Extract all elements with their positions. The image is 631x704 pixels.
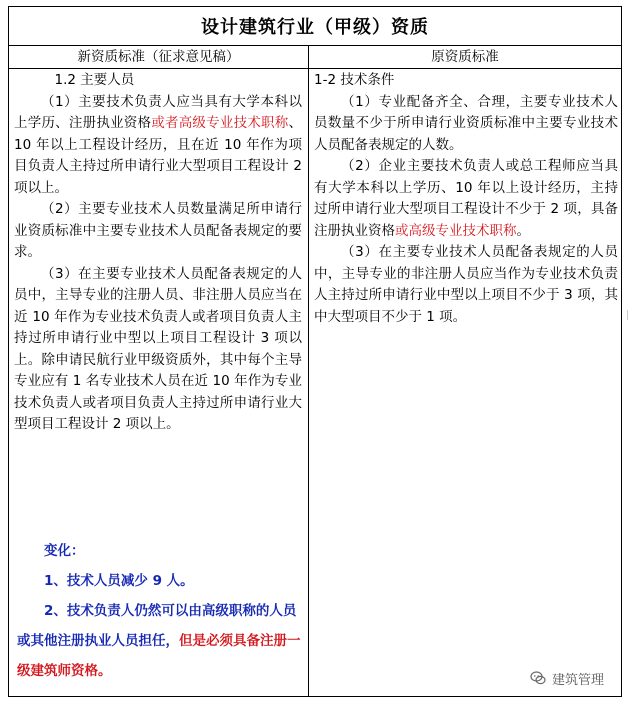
- left-p1-text-a: （1）主要技术负责人应当具有大学本科以上学历、注册执业资格: [14, 93, 302, 131]
- header-divider: [9, 68, 621, 69]
- column-divider: [308, 46, 309, 696]
- comparison-table: [8, 45, 622, 697]
- right-paragraph-3: （3）在主要专业技术人员配备表规定的人员中，主导专业的非注册人员应当作为专业技术负责人主持过所申请行业中型以上项目不少于 3 项，其中大型项目不少于 1 项。: [314, 244, 618, 325]
- left-section-title: 1.2 主要人员: [54, 72, 135, 88]
- header-old-standard: 原资质标准: [431, 49, 499, 65]
- watermark-text: 建筑管理: [552, 672, 605, 688]
- left-p1-highlight: 或者高级专业技术职称: [151, 115, 289, 131]
- change-item-1: 1、技术人员减少 9 人。: [44, 573, 194, 589]
- header-new-standard: 新资质标准（征求意见稿）: [77, 49, 240, 65]
- title-row: [8, 6, 622, 46]
- right-section-title: 1-2 技术条件: [314, 72, 395, 88]
- right-paragraph-1: （1）专业配备齐全、合理，主要专业技术人员数量不少于所申请行业资质标准中主要专业技术人员配备表规定的人数。: [314, 93, 618, 153]
- watermark: [530, 667, 604, 689]
- left-paragraph-2: （2）主要专业技术人员数量满足所申请行业资质标准中主要专业技术人员配备表规定的要求。: [14, 201, 302, 260]
- left-p1-text-b: 、10 年以上工程设计经历，且在近 10 年作为项目负责人主持过所申请行业大型项目工程设计 2 项以上。: [14, 115, 302, 196]
- changes-block: [9, 536, 305, 686]
- left-paragraph-3: （3）在主要专业技术人员配备表规定的人员中，主导专业的注册人员、非注册人员应当在近 10 年作为专业技术负责人或者项目负责人主持过所申请行业中型以上项目工程设计 3 项以上。除申请民航行业甲级资质外，其中每个主导专业应有 1 名专业技术人员在近 10 年作为专业技术负责人或者项目负责人主持过所申请行业大型项目工程设计 2 项以上。: [14, 265, 302, 432]
- change-item-2-text: 2、技术负责人仍然可以由高级职称的人员或其他注册执业人员担任，: [17, 603, 297, 649]
- change-item-2: [9, 596, 305, 686]
- new-standard-column: [14, 70, 302, 436]
- document-title: 设计建筑行业（甲级）资质: [201, 17, 429, 38]
- right-p2-highlight: 或高级专业技术职称: [395, 222, 517, 239]
- old-standard-column: [314, 70, 618, 328]
- wechat-icon: [530, 670, 546, 686]
- right-paragraph-2: [314, 156, 618, 242]
- scroll-edge-marker: [627, 310, 631, 320]
- left-paragraph-1: [14, 92, 302, 200]
- changes-title: 变化：: [44, 543, 85, 559]
- change-item-2-highlight: 但是必须具备注册一级建筑师资格。: [17, 633, 301, 679]
- right-p2-text-a: （2）企业主要技术负责人或总工程师应当具有大学本科以上学历、10 年以上设计经历，主持过所申请行业大型项目工程设计不少于 2 项，具备注册执业资格: [314, 158, 618, 239]
- right-p2-text-b: 。: [516, 222, 530, 239]
